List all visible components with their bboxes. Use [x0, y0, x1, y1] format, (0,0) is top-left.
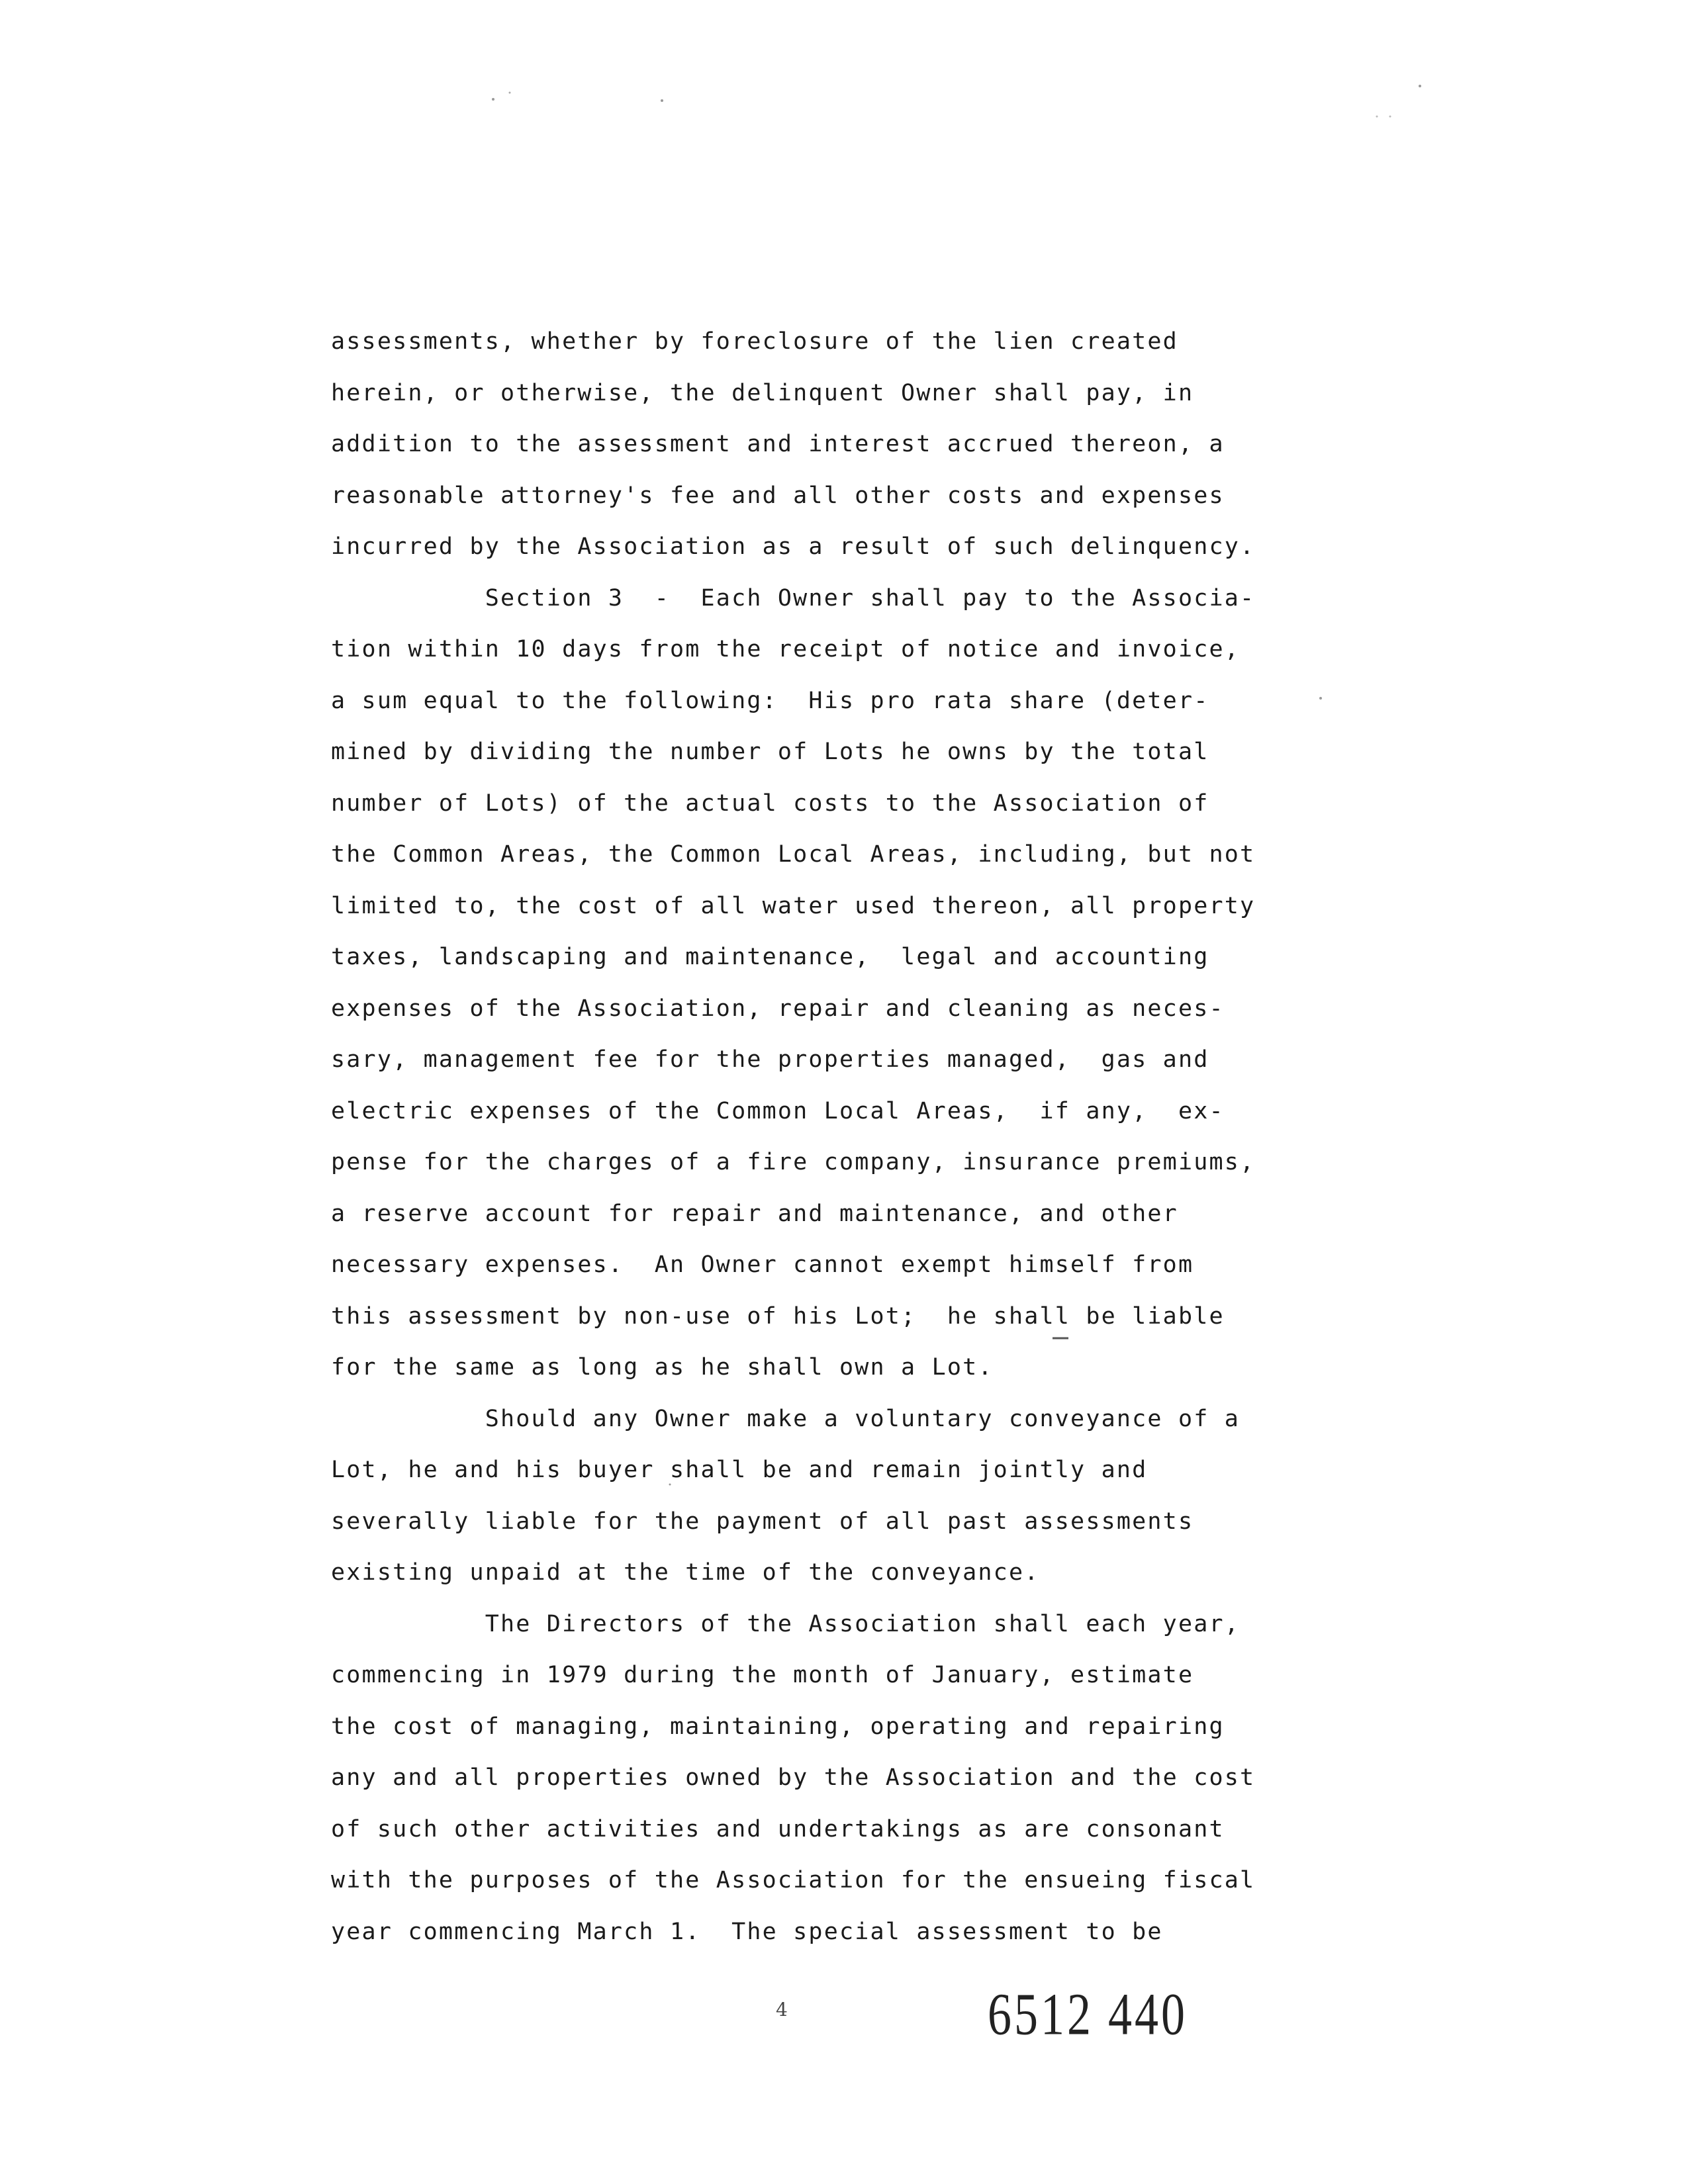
text-line: limited to, the cost of all water used thereon, all property [331, 892, 1256, 919]
text-line: addition to the assessment and interest accrued thereon, a [331, 431, 1225, 457]
text-line: severally liable for the payment of all past assessments [331, 1508, 1194, 1535]
text-line: pense for the charges of a fire company, insurance premiums, [331, 1149, 1256, 1175]
text-line: necessary expenses. An Owner cannot exempt himself from [331, 1251, 1194, 1278]
section-heading-line: Section 3 - Each Owner shall pay to the Associa- [331, 584, 1256, 612]
text-line: tion within 10 days from the receipt of notice and invoice, [331, 636, 1241, 662]
text-line: sary, management fee for the properties managed, gas and [331, 1046, 1209, 1073]
text-line: expenses of the Association, repair and cleaning as neces- [331, 995, 1225, 1022]
text-line: taxes, landscaping and maintenance, legal and accounting [331, 944, 1209, 970]
text-line: herein, or otherwise, the delinquent Owner shall pay, in [331, 379, 1194, 406]
text-line: year commencing March 1. The special assessment to be [331, 1918, 1163, 1945]
text-line: incurred by the Association as a result of such delinquency. [331, 533, 1256, 560]
text-line: electric expenses of the Common Local Areas, if any, ex- [331, 1097, 1225, 1124]
page-number: 4 [776, 1999, 788, 2021]
text-line: with the purposes of the Association for the ensueing fiscal [331, 1867, 1256, 1893]
text-line: a reserve account for repair and maintenance, and other [331, 1200, 1178, 1227]
text-line: number of Lots) of the actual costs to the Association of [331, 790, 1209, 817]
document-body [331, 316, 1291, 1958]
paragraph-start-line: Should any Owner make a voluntary conveyance of a [331, 1405, 1241, 1432]
recording-reference-stamp: 6512 440 [988, 1981, 1188, 2048]
paragraph-start-line: The Directors of the Association shall each year, [331, 1610, 1241, 1637]
text-line: any and all properties owned by the Association and the cost [331, 1764, 1256, 1791]
text-line: mined by dividing the number of Lots he owns by the total [331, 739, 1209, 765]
text-line: existing unpaid at the time of the conveyance. [331, 1559, 1040, 1586]
text-line: the cost of managing, maintaining, operating and repairing [331, 1713, 1225, 1740]
text-line: of such other activities and undertakings as are consonant [331, 1815, 1225, 1843]
text-line: for the same as long as he shall own a Lot. [331, 1354, 994, 1381]
text-line: Lot, he and his buyer shall be and remain jointly and [331, 1457, 1148, 1483]
text-line: the Common Areas, the Common Local Areas, including, but not [331, 841, 1256, 868]
text-line: reasonable attorney's fee and all other costs and expenses [331, 482, 1225, 509]
text-line: a sum equal to the following: His pro rata share (deter- [331, 687, 1209, 714]
text-line: assessments, whether by foreclosure of the lien created [331, 328, 1178, 355]
text-line: commencing in 1979 during the month of January, estimate [331, 1662, 1194, 1688]
text-line: this assessment by non-use of his Lot; he shall be liable [331, 1302, 1225, 1330]
